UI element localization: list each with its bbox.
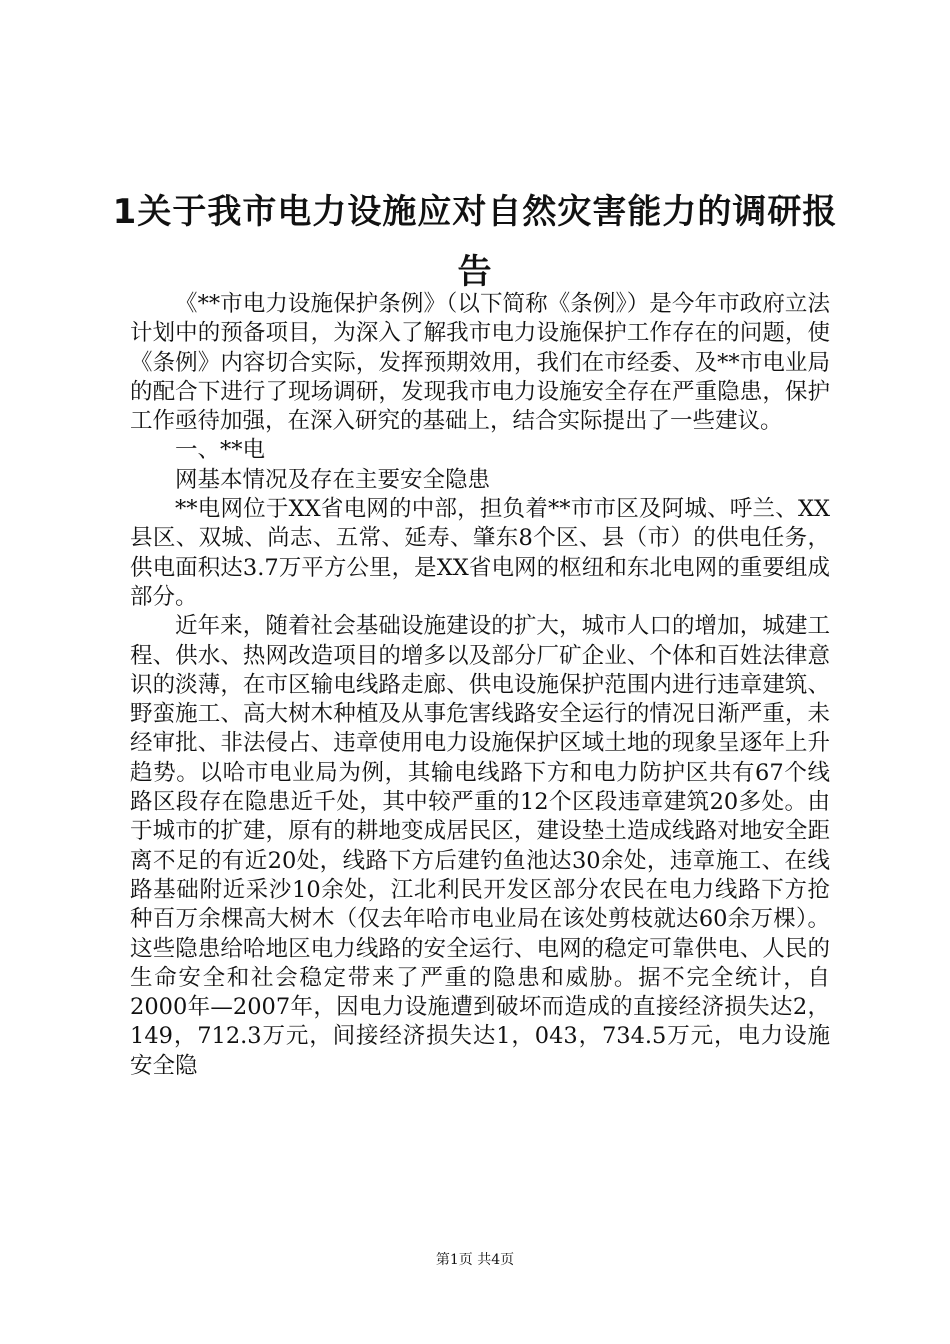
paragraph-hazards: 近年来，随着社会基础设施建设的扩大，城市人口的增加，城建工程、供水、热网改造项目的增多以及部分厂矿企业、个体和百姓法律意识的淡薄，在市区输电线路走廊、供电设施保护范围内进行违章建筑、野蛮施工、高大树木种植及从事危害线路安全运行的情况日渐严重，未经审批、非法侵占、违章使用电力设施保护区域土地的现象呈逐年上升趋势。以哈市电业局为例，其输电线路下方和电力防护区共有67个线路区段存在隐患近千处，其中较严重的12个区段违章建筑20多处。由于城市的扩建，原有的耕地变成居民区，建设垫土造成线路对地安全距离不足的有近20处，线路下方后建钓鱼池达30余处，违章施工、在线路基础附近采沙10余处，江北利民开发区部分农民在电力线路下方抢种百万余棵高大树木（仅去年哈市电业局在该处剪枝就达60余万棵）。这些隐患给哈地区电力线路的安全运行、电网的稳定可靠供电、人民的生命安全和社会稳定带来了严重的隐患和威胁。据不完全统计，自2000年—2007年，因电力设施遭到破坏而造成的直接经济损失达2，149，712.3万元，间接经济损失达1，043，734.5万元，电力设施安全隐 xyxy=(130,613,830,1079)
document-body xyxy=(130,290,830,1081)
section-heading: 一、**电 xyxy=(175,437,266,464)
paragraph-intro: 《**市电力设施保护条例》（以下简称《条例》）是今年市政府立法计划中的预备项目，为深入了解我市电力设施保护工作存在的问题，使《条例》内容切合实际，发挥预期效用，我们在市经委、及**市电业局的配合下进行了现场调研，发现我市电力设施安全存在严重隐患，保护工作亟待加强，在深入研究的基础上，结合实际提出了一些建议。 xyxy=(130,291,830,435)
page-footer: 第1页 共4页 xyxy=(435,1252,515,1268)
paragraph-grid-overview: **电网位于XX省电网的中部，担负着**市市区及阿城、呼兰、XX县区、双城、尚志、五常、延寿、肇东8个区、县（市）的供电任务，供电面积达3.7万平方公里，是XX省电网的枢纽和东北电网的重要组成部分。 xyxy=(130,496,830,610)
section-heading-continuation: 网基本情况及存在主要安全隐患 xyxy=(175,466,491,493)
document-title: 1关于我市电力设施应对自然灾害能力的调研报告 xyxy=(112,192,838,292)
